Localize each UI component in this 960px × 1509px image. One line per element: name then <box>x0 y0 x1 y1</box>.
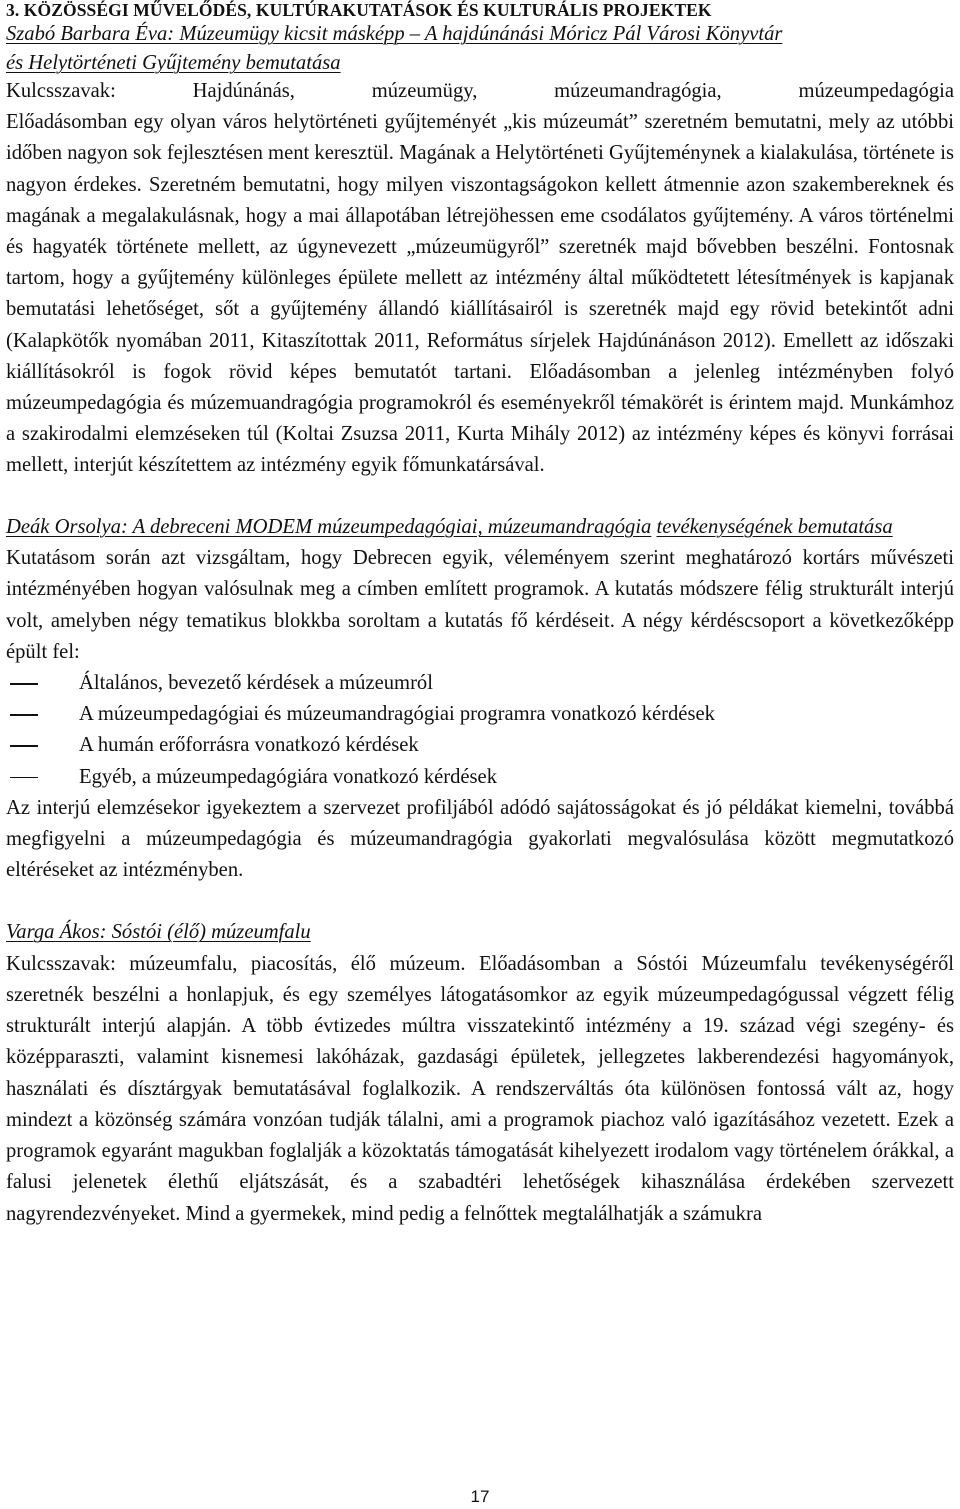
talk-2-title-line-1: Deák Orsolya: A debreceni MODEM múzeumpedagógiai, múzeumandragógia <box>6 515 652 538</box>
question-group-list <box>6 668 954 793</box>
talk-1-title-line-2: és Helytörténeti Gyűjtemény bemutatása <box>6 52 341 74</box>
dash-bullet-icon <box>10 777 38 779</box>
talk-2-title-line-2: tevékenységének bemutatása <box>656 515 893 538</box>
list-item-text: Egyéb, a múzeumpedagógiára vonatkozó kérdések <box>79 765 497 788</box>
talk-1-title-line-1: Szabó Barbara Éva: Múzeumügy kicsit másképp – A hajdúnánási Móricz Pál Városi Könyvtár <box>6 23 783 45</box>
talk-2 <box>6 512 954 887</box>
list-item-text: A humán erőforrásra vonatkozó kérdések <box>79 734 419 757</box>
list-item-text: Általános, bevezető kérdések a múzeumról <box>79 671 433 694</box>
dash-bullet-icon <box>10 714 38 716</box>
list-item-text: A múzeumpedagógiai és múzeumandragógiai programra vonatkozó kérdések <box>79 703 715 726</box>
list-item <box>6 762 954 793</box>
list-item <box>6 668 954 699</box>
talk-3-body: Kulcsszavak: múzeumfalu, piacosítás, élő múzeum. Előadásomban a Sóstói Múzeumfalu tevékenységéről szeretnék beszélni a honlapjuk, és egy személyes látogatásomkor az egyik múzeumpedagógussal végzett félig strukturált interjú alapján. A több évtizedes múltra visszatekintő intézmény a 19. század végi szegény- és középparaszti, valamint kisnemesi lakóházak, gazdasági épületek, jellegzetes lakberendezési hagyományok, használati és dísztárgyak bemutatásával foglalkozik. A rendszerváltás óta különösen fontossá vált az, hogy mindezt a közönség számára vonzóan tudják tálalni, ami a programok piachoz való igazításához vezetett. Ezek a programok egyaránt magukban foglalják a közoktatás támogatását kihelyezett irodalom vagy történelem órákkal, a falusi jelenetek élethű eljátszását, és a szabadtéri lehetőségek kihasználása érdekében szervezett nagyrendezvényeket. Mind a gyermekek, mind pedig a felnőttek megtalálhatják a számukra <box>6 952 954 1225</box>
talk-2-title <box>6 512 954 544</box>
dash-bullet-icon <box>10 745 38 747</box>
section-heading: 3. KÖZÖSSÉGI MŰVELŐDÉS, KULTÚRAKUTATÁSOK ÉS KULTURÁLIS PROJEKTEK <box>6 0 712 20</box>
list-item <box>6 699 954 730</box>
page-number: 17 <box>470 1487 490 1506</box>
talk-3-title-row <box>6 917 954 949</box>
document-page <box>6 0 954 1230</box>
talk-1 <box>6 23 954 482</box>
talk-3-title: Varga Ákos: Sóstói (élő) múzeumfalu <box>6 921 311 944</box>
talk-2-outro: Az interjú elemzésekor igyekeztem a szervezet profiljából adódó sajátosságokat és jó példákat kiemelni, továbbá megfigyelni a múzeumpedagógia és múzeumandragógia gyakorlati megvalósulása között megmutatkozó eltéréseket az intézményben. <box>6 796 954 882</box>
list-item <box>6 730 954 761</box>
talk-3 <box>6 917 954 1229</box>
talk-1-keywords: Kulcsszavak: Hajdúnánás, múzeumügy, múzeumandragógia, múzeumpedagógia <box>6 80 954 102</box>
talk-1-body: Előadásomban egy olyan város helytörténeti gyűjteményét „kis múzeumát” szeretném bemutatni, mely az utóbbi időben nagyon sok fejlesztésen ment keresztül. Magának a Helytörténeti Gyűjteménynek a kialakulása, története is nagyon érdekes. Szeretném bemutatni, hogy milyen viszontagságokon kellett átmennie azon szakembereknek és magának a megalakulásnak, hogy a mai állapotában létrejöhessen eme csodálatos gyűjtemény. A város történelmi és hagyaték története mellett, az úgynevezett „múzeumügyről” szeretnék majd bővebben beszélni. Fontosnak tartom, hogy a gyűjtemény különleges épülete mellett az intézmény által működtetett létesítmények is kapjanak bemutatási lehetőséget, sőt a gyűjtemény állandó kiállításairól is szeretnék majd egy rövid betekintőt adni (Kalapkötők nyomában 2011, Kitaszítottak 2011, Református sírjelek Hajdúnánáson 2012). Emellett az időszaki kiállításokról is fogok rövid képes bemutatót tartani. Előadásomban a jelenleg intézményben folyó múzeumpedagógia és múzemuandragógia programokról és eseményekről témakörét is érintem majd. Munkámhoz a szakirodalmi elemzéseken túl (Koltai Zsuzsa 2011, Kurta Mihály 2012) az intézmény képes és könyvi forrásai mellett, interjút készítettem az intézmény egyik főmunkatársával. <box>6 111 954 477</box>
dash-bullet-icon <box>10 683 38 685</box>
talk-2-intro: Kutatásom során azt vizsgáltam, hogy Debrecen egyik, véleményem szerint meghatározó kortárs művészeti intézményében hogyan valósulnak meg a címben említett programok. A kutatás módszere félig strukturált interjú volt, amelyben négy tematikus blokkba soroltam a kutatás fő kérdéseit. A négy kérdéscsoport a következőképp épült fel: <box>6 547 954 663</box>
